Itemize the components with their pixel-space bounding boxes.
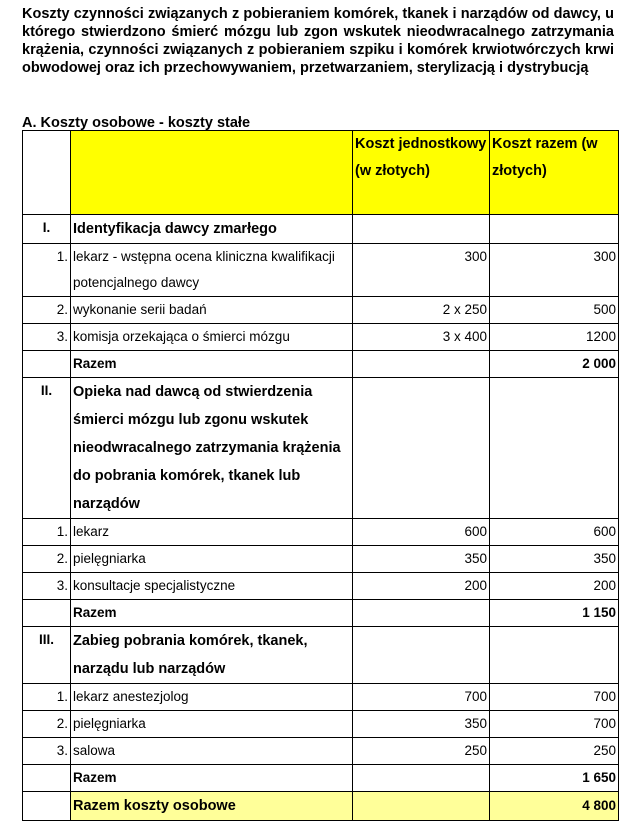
row-unit-cost: 2 x 250 bbox=[353, 297, 490, 324]
row-unit-cost: 3 x 400 bbox=[353, 324, 490, 351]
row-unit-cost: 250 bbox=[353, 738, 490, 765]
section-title: Identyfikacja dawcy zmarłego bbox=[71, 215, 353, 244]
table-row bbox=[23, 519, 619, 546]
empty-cell bbox=[353, 765, 490, 792]
empty-cell bbox=[490, 215, 619, 244]
row-total-cost: 600 bbox=[490, 519, 619, 546]
row-unit-cost: 200 bbox=[353, 573, 490, 600]
subtotal-row bbox=[23, 351, 619, 378]
row-total-cost: 1200 bbox=[490, 324, 619, 351]
empty-cell bbox=[353, 215, 490, 244]
row-label: komisja orzekająca o śmierci mózgu bbox=[71, 324, 353, 351]
table-row bbox=[23, 573, 619, 600]
subtotal-row bbox=[23, 765, 619, 792]
row-label: wykonanie serii badań bbox=[71, 297, 353, 324]
empty-cell bbox=[23, 351, 71, 378]
empty-cell bbox=[353, 792, 490, 821]
row-unit-cost: 350 bbox=[353, 546, 490, 573]
row-number: 3. bbox=[23, 573, 71, 600]
row-total-cost: 300 bbox=[490, 244, 619, 297]
row-label: lekarz anestezjolog bbox=[71, 684, 353, 711]
section-row bbox=[23, 627, 619, 684]
row-number: 2. bbox=[23, 297, 71, 324]
table-row bbox=[23, 244, 619, 297]
row-unit-cost: 600 bbox=[353, 519, 490, 546]
grand-total-value: 4 800 bbox=[490, 792, 619, 821]
row-total-cost: 350 bbox=[490, 546, 619, 573]
row-number: 1. bbox=[23, 244, 71, 297]
table-row bbox=[23, 546, 619, 573]
section-title: Opieka nad dawcą od stwierdzenia śmierci mózgu lub zgonu wskutek nieodwracalnego zatrzymania krążenia do pobrania komórek, tkanek lub narządów bbox=[71, 378, 353, 519]
subtotal-label: Razem bbox=[71, 765, 353, 792]
row-total-cost: 700 bbox=[490, 684, 619, 711]
row-number: 2. bbox=[23, 546, 71, 573]
empty-cell bbox=[353, 627, 490, 684]
row-total-cost: 200 bbox=[490, 573, 619, 600]
empty-cell bbox=[490, 627, 619, 684]
section-title: Zabieg pobrania komórek, tkanek, narządu lub narządów bbox=[71, 627, 353, 684]
empty-cell bbox=[353, 378, 490, 519]
section-index: II. bbox=[23, 378, 71, 519]
grand-total-label: Razem koszty osobowe bbox=[71, 792, 353, 821]
row-label: salowa bbox=[71, 738, 353, 765]
row-total-cost: 250 bbox=[490, 738, 619, 765]
empty-cell bbox=[23, 765, 71, 792]
header-label-cell bbox=[71, 131, 353, 215]
section-heading: A. Koszty osobowe - koszty stałe bbox=[22, 115, 251, 131]
table-row bbox=[23, 684, 619, 711]
section-row bbox=[23, 378, 619, 519]
table-row bbox=[23, 738, 619, 765]
section-index: III. bbox=[23, 627, 71, 684]
row-label: lekarz - wstępna ocena kliniczna kwalifikacji potencjalnego dawcy bbox=[71, 244, 353, 297]
table-row bbox=[23, 297, 619, 324]
table-row bbox=[23, 711, 619, 738]
row-unit-cost: 350 bbox=[353, 711, 490, 738]
empty-cell bbox=[23, 792, 71, 821]
section-index: I. bbox=[23, 215, 71, 244]
subtotal-value: 1 650 bbox=[490, 765, 619, 792]
row-unit-cost: 300 bbox=[353, 244, 490, 297]
subtotal-label: Razem bbox=[71, 351, 353, 378]
subtotal-value: 1 150 bbox=[490, 600, 619, 627]
empty-cell bbox=[23, 600, 71, 627]
empty-cell bbox=[353, 351, 490, 378]
header-index-cell bbox=[23, 131, 71, 215]
row-number: 3. bbox=[23, 324, 71, 351]
header-total-cost: Koszt razem (w złotych) bbox=[490, 131, 619, 215]
row-total-cost: 700 bbox=[490, 711, 619, 738]
row-label: pielęgniarka bbox=[71, 546, 353, 573]
row-number: 3. bbox=[23, 738, 71, 765]
subtotal-value: 2 000 bbox=[490, 351, 619, 378]
row-number: 2. bbox=[23, 711, 71, 738]
document-title: Koszty czynności związanych z pobieraniem komórek, tkanek i narządów od dawcy, u którego stwierdzono śmierć mózgu lub zgon wskutek nieodwracalnego zatrzymania krążenia, czynności związanych z pobieraniem szpiku i komórek krwiotwórczych krwi obwodowej oraz ich przechowywaniem, przetwarzaniem, sterylizacją i dystrybucją bbox=[22, 6, 614, 76]
table-row bbox=[23, 324, 619, 351]
header-unit-cost: Koszt jednostkowy (w złotych) bbox=[353, 131, 490, 215]
row-unit-cost: 700 bbox=[353, 684, 490, 711]
table-header-row bbox=[23, 131, 619, 215]
cost-table bbox=[22, 130, 619, 821]
row-number: 1. bbox=[23, 519, 71, 546]
row-label: pielęgniarka bbox=[71, 711, 353, 738]
subtotal-row bbox=[23, 600, 619, 627]
empty-cell bbox=[353, 600, 490, 627]
empty-cell bbox=[490, 378, 619, 519]
section-row bbox=[23, 215, 619, 244]
row-number: 1. bbox=[23, 684, 71, 711]
row-label: lekarz bbox=[71, 519, 353, 546]
subtotal-label: Razem bbox=[71, 600, 353, 627]
row-label: konsultacje specjalistyczne bbox=[71, 573, 353, 600]
grand-total-row bbox=[23, 792, 619, 821]
row-total-cost: 500 bbox=[490, 297, 619, 324]
